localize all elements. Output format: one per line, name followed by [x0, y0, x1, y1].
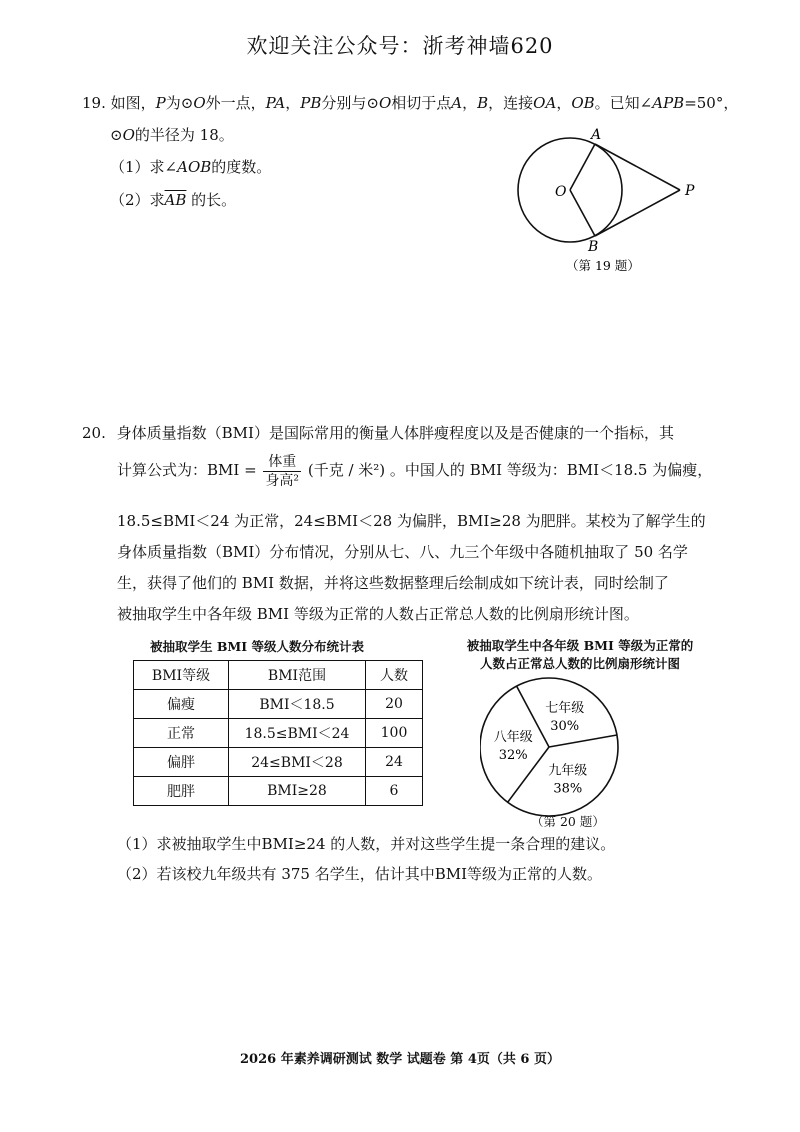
q19-text: 相切于点: [391, 94, 452, 112]
table-header: BMI等级: [134, 661, 229, 690]
q19-text: ，: [462, 94, 478, 112]
q19-text: （2）求: [110, 191, 165, 209]
q19-text: 外一点，: [205, 94, 266, 112]
formula-suffix: (千克 / 米²) 。中国人的 BMI 等级为：BMI＜18.5 为偏瘦，: [307, 461, 713, 479]
q19-line-1: [82, 92, 738, 113]
q19-text: ，: [285, 94, 301, 112]
q19-sub-1: [110, 156, 271, 177]
q19-text: ⊙: [110, 126, 123, 144]
q19-text: 。已知∠: [594, 94, 653, 112]
q19-var: AOB: [177, 158, 212, 176]
q20-line-5: 生，获得了他们的 BMI 数据，并将这些数据整理后绘制成如下统计表，同时绘制了: [117, 574, 669, 592]
formula-fraction: [263, 453, 301, 490]
radius-oa: [570, 144, 595, 190]
table-cell: 正常: [134, 719, 229, 748]
q19-text: 为⊙: [165, 94, 194, 112]
pie-chart: [480, 676, 660, 826]
radius-ob: [570, 190, 595, 236]
table-cell: BMI＜18.5: [229, 690, 366, 719]
q20-number: 20.: [82, 424, 106, 442]
q19-text: 分别与⊙: [321, 94, 379, 112]
pie-title: [440, 637, 720, 673]
label-b: B: [588, 239, 599, 255]
table-cell: 6: [366, 777, 423, 806]
pie-title-line-1: 被抽取学生中各年级 BMI 等级为正常的: [466, 638, 694, 653]
formula-prefix: 计算公式为：BMI =: [117, 461, 257, 479]
q19-line-2: [110, 124, 234, 145]
table-header: BMI范围: [229, 661, 366, 690]
q19-var: O: [193, 94, 206, 112]
label-a: A: [591, 127, 602, 143]
q19-var: P: [155, 94, 166, 112]
table-cell: 20: [366, 690, 423, 719]
q19-var: B: [477, 94, 489, 112]
arc-ab: $\overline{AB}$: [164, 191, 187, 209]
table-header: 人数: [366, 661, 423, 690]
q19-figure: [500, 118, 720, 278]
table-cell: 24: [366, 748, 423, 777]
q19-text: 的度数。: [211, 158, 272, 176]
pie-slice-percent: 32%: [498, 748, 528, 764]
q19-text: （1）求∠: [110, 158, 178, 176]
tangent-pa: [595, 144, 680, 190]
page-header: 欢迎关注公众号：浙考神墙620: [246, 34, 554, 58]
q19-text: ，连接: [488, 94, 534, 112]
table-cell: BMI≥28: [229, 777, 366, 806]
q20-caption: （第 20 题）: [531, 814, 605, 829]
q20-line-1: [82, 422, 674, 443]
q19-var: PB: [300, 94, 322, 112]
pie-slice-name: 七年级: [545, 700, 585, 716]
table-cell: 24≤BMI＜28: [229, 748, 366, 777]
q19-var: OB: [571, 94, 595, 112]
pie-slice-name: 九年级: [548, 763, 588, 779]
table-row: [134, 719, 423, 748]
bmi-table: [133, 660, 423, 806]
pie-slice-percent: 30%: [550, 718, 580, 734]
q20-sub-2: （2）若该校九年级共有 375 名学生，估计其中BMI等级为正常的人数。: [117, 865, 603, 883]
q19-text: 的长。: [186, 191, 237, 209]
q19-var: O: [378, 94, 392, 112]
q20-formula-line: [117, 452, 712, 490]
table-title: 被抽取学生 BMI 等级人数分布统计表: [150, 639, 364, 654]
table-cell: 偏瘦: [134, 690, 229, 719]
q19-sub-2: [110, 189, 236, 210]
q19-var: OA: [533, 94, 557, 112]
pie-slice-percent: 38%: [553, 781, 583, 797]
page-footer: 2026 年素养调研测试 数学 试题卷 第 4页（共 6 页）: [240, 1052, 560, 1067]
q19-text: 如图，: [110, 94, 156, 112]
tangent-pb: [595, 190, 680, 236]
q19-number: 19.: [82, 94, 106, 112]
table-cell: 肥胖: [134, 777, 229, 806]
table-cell: 100: [366, 719, 423, 748]
q19-caption: （第 19 题）: [566, 258, 640, 273]
q20-line-4: 身体质量指数（BMI）分布情况，分别从七、八、九三个年级中各随机抽取了 50 名学: [117, 543, 688, 561]
q19-text: =50°，: [684, 94, 739, 112]
q19-text: ，: [556, 94, 572, 112]
label-p: P: [685, 183, 695, 199]
q19-var: A: [451, 94, 463, 112]
q19-text: 的半径为 18。: [134, 126, 234, 144]
formula-numerator: 体重: [263, 453, 301, 472]
formula-denominator: 身高²: [265, 472, 300, 489]
q20-line-6: 被抽取学生中各年级 BMI 等级为正常的人数占正常总人数的比例扇形统计图。: [117, 605, 639, 623]
pie-title-line-2: 人数占正常总人数的比例扇形统计图: [479, 656, 680, 671]
pie-slice-divider: [549, 735, 617, 747]
label-o: O: [555, 184, 567, 200]
pie-slice-name: 八年级: [493, 730, 533, 746]
table-cell: 偏胖: [134, 748, 229, 777]
q20-sub-1: （1）求被抽取学生中BMI≥24 的人数，并对这些学生提一条合理的建议。: [117, 835, 616, 853]
q20-line-3: 18.5≤BMI＜24 为正常，24≤BMI＜28 为偏胖，BMI≥28 为肥胖。某校为了解学生的: [117, 512, 706, 530]
q19-var: O: [122, 126, 135, 144]
table-cell: 18.5≤BMI＜24: [229, 719, 366, 748]
table-row: [134, 777, 423, 806]
q20-text: 身体质量指数（BMI）是国际常用的衡量人体胖瘦程度以及是否健康的一个指标，其: [116, 424, 674, 442]
table-header-row: [134, 661, 423, 690]
q19-var: APB: [652, 94, 685, 112]
table-row: [134, 748, 423, 777]
table-row: [134, 690, 423, 719]
q19-var: PA: [265, 94, 286, 112]
